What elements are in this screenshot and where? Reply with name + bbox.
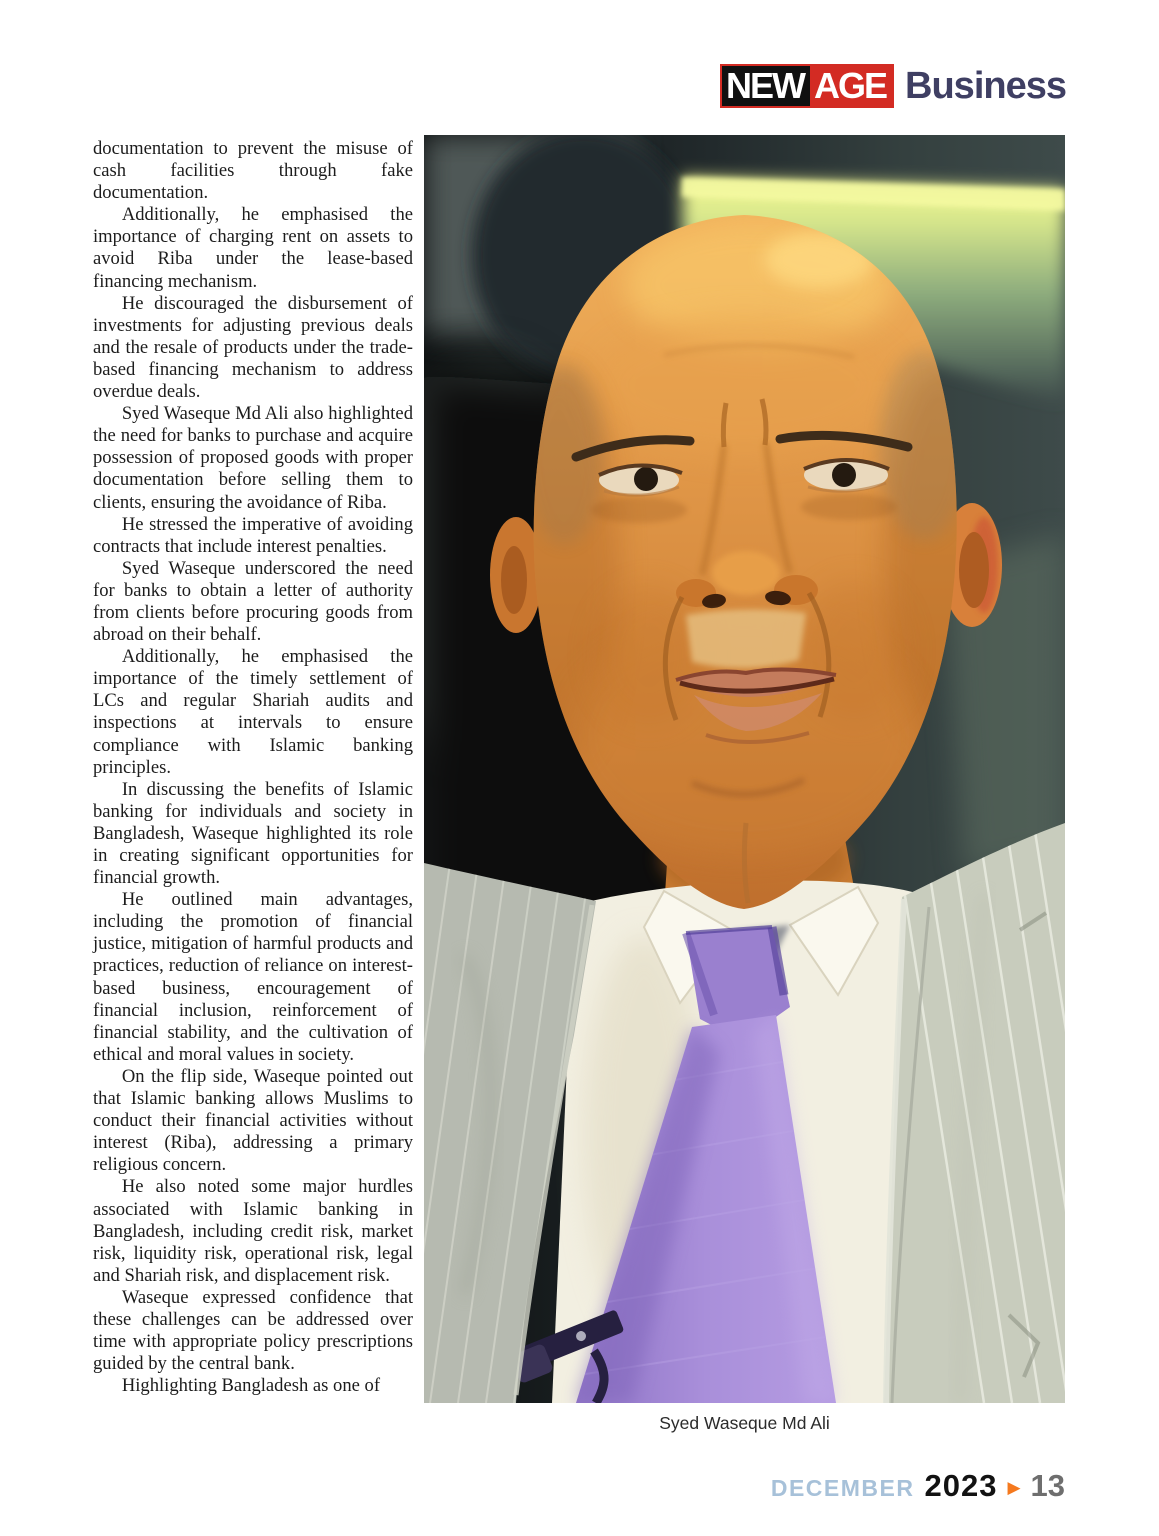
article-paragraph: He discouraged the disbursement of investments for adjusting previous deals and the resale of products under the trade-based financing mechanism to address overdue deals. <box>93 292 413 403</box>
suit-right <box>884 823 1065 1403</box>
article-paragraph: He also noted some major hurdles associated with Islamic banking in Bangladesh, including credit risk, market risk, liquidity risk, operational risk, legal and Shariah risk, and displacement risk. <box>93 1176 413 1286</box>
footer-year: 2023 <box>924 1468 998 1503</box>
article-paragraph: Additionally, he emphasised the importance of the timely settlement of LCs and regular Shariah audits and inspections at intervals to ensure compliance with Islamic banking principles. <box>93 646 413 778</box>
article-paragraph: He stressed the imperative of avoiding contracts that include interest penalties. <box>93 513 413 557</box>
logo-new: NEW <box>722 66 810 106</box>
logo-age: AGE <box>810 66 892 106</box>
logo-business-label: Business <box>905 64 1066 107</box>
article-paragraph: Syed Waseque underscored the need for banks to obtain a letter of authority from clients before procuring goods from abroad on their behalf. <box>93 557 413 646</box>
article-paragraph: documentation to prevent the misuse of cash facilities through fake documentation. <box>93 138 413 204</box>
footer-page-number: 13 <box>1030 1468 1065 1503</box>
article-paragraph: On the flip side, Waseque pointed out that Islamic banking allows Muslims to conduct their financial activities without interest (Riba), addressing a primary religious concern. <box>93 1065 413 1176</box>
newage-logo <box>720 64 894 108</box>
article-paragraph: Syed Waseque Md Ali also highlighted the need for banks to purchase and acquire possession of proposed goods with proper documentation before selling them to clients, ensuring the avoidance of Riba. <box>93 403 413 513</box>
article-paragraph: Additionally, he emphasised the importance of charging rent on assets to avoid Riba under the lease-based financing mechanism. <box>93 204 413 292</box>
page-footer <box>771 1468 1065 1504</box>
article-paragraph: He outlined main advantages, including the promotion of financial justice, mitigation of harmful products and practices, reduction of reliance on interest-based business, encouragement of financial inclusion, reinforcement of financial stability, and the cultivation of ethical and moral values in society. <box>93 889 413 1065</box>
portrait-illustration <box>424 135 1065 1403</box>
article-paragraph: Highlighting Bangladesh as one of <box>121 1375 381 1397</box>
photo-caption: Syed Waseque Md Ali <box>659 1413 830 1433</box>
page-arrow-icon: ▶ <box>1007 1478 1021 1497</box>
article-paragraph: Waseque expressed confidence that these challenges can be addressed over time with appropriate policy prescriptions guided by the central bank. <box>93 1286 413 1375</box>
article-column <box>93 138 413 1397</box>
portrait-photo <box>424 135 1065 1434</box>
masthead <box>720 64 1066 108</box>
footer-month: DECEMBER <box>770 1475 915 1501</box>
article-paragraph: In discussing the benefits of Islamic banking for individuals and society in Bangladesh, Waseque highlighted its role in creating significant opportunities for financial growth. <box>93 778 413 889</box>
